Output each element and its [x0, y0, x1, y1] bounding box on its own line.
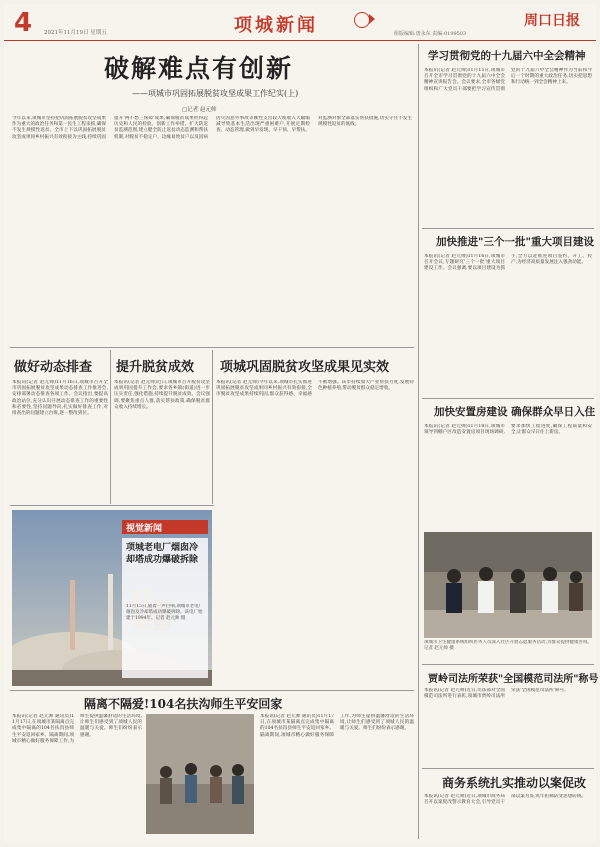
right-title-4: 贾岭司法所荣获"全国模范司法所"称号 [428, 674, 599, 685]
photo-news-caption: 11月15日,随着一声巨响,项城市老电厂烟囱及冷却塔成功爆破拆除。该电厂始建于1994年。记者 赵元帅 摄 [126, 604, 204, 621]
lead-byline: □记者 赵元帅 [182, 107, 217, 113]
section-divider [10, 505, 214, 506]
article-body-1: 本报讯(记者 赵元帅)11月16日,项城市召开全市巩固拓展脱贫攻坚成果动态排查工作推进会,安排部署动态排查各项工作。会议指出,要提高政治站位,充分认识开展动态排查工作的重要性和必要性,坚持问题导向,扎实做好排查工作,对排查出的问题建立台账,逐一整改到位。 [12, 380, 108, 417]
lead-subtitle: ——项城市巩固拓展脱贫攻坚成果工作纪实(上) [132, 89, 299, 98]
article-title-3: 项城巩固脱贫攻坚成果见实效 [220, 360, 390, 375]
right-title-3: 加快安置房建设 确保群众早日入住 [434, 406, 596, 418]
column-divider [212, 350, 213, 504]
article-body-3: 本报讯(记者 赵元帅)今年以来,项城市扎实推进巩固拓展脱贫攻坚成果同乡村振兴有效衔接,全市脱贫攻坚成果持续巩固,群众获得感、幸福感不断增强。该市持续加大产业帮扶力度,发展特色种植养殖,带动脱贫群众稳定增收。 [216, 380, 414, 398]
right-body-4: 本报讯(记者 赵元帅)近日,司法部对全国模范司法所进行表彰,项城市贾岭司法所荣获'全国模范司法所'称号。 [424, 688, 569, 700]
section-divider [10, 690, 414, 691]
issue-date: 2021年11月19日 星期五 [44, 30, 107, 36]
photo-students [146, 714, 254, 834]
right-body-5: 本报讯(记者 赵元帅)近日,项城市商务局召开以案促改警示教育大会,引导党员干部以案为鉴,筑牢拒腐防变思想防线。 [424, 794, 586, 806]
right-title-1: 学习贯彻党的十九届六中全会精神 [428, 50, 586, 62]
article-title-4: 隔离不隔爱!104名扶沟师生平安回家 [84, 697, 283, 711]
newspaper-logo: 周口日报 [524, 13, 580, 29]
newspaper-page [4, 4, 599, 843]
right-body-2: 本报讯(记者 赵元帅)11月16日,项城市召开会议,专题研究'三个一批'重大项目建设工作。会议强调,要以项目建设为抓手,全力以赴推进项目签约、开工、投产,为经济高质量发展注入强劲动能。 [424, 254, 592, 272]
page-number: 4 [14, 8, 33, 38]
article-body-4: 本报讯(记者 赵元帅 通讯员)11月17日,在项城市某隔离点完成集中隔离的104名扶沟县师生平安返回家乡。隔离期间,项城市精心做好服务保障工作,为师生提供温馨舒适的生活环境,让师生们感受到了项城人民的温暖与关爱。师生们纷纷表示感谢。 [12, 714, 142, 744]
section-divider [422, 664, 594, 665]
section-divider [10, 347, 414, 348]
right-body-1: 本报讯(记者 赵元帅)11月15日,项城市召开全市学习贯彻党的十九届六中全会精神宣讲报告会。会议要求,全市各级党组织和广大党员干部要把学习宣传贯彻党的十九届六中全会精神作为当前和今后一个时期的重大政治任务,切实把思想和行动统一到全会精神上来。 [424, 68, 592, 92]
photo-volunteers [424, 532, 592, 638]
section-divider [422, 398, 594, 399]
page-header [4, 4, 596, 41]
article-body-4-cont: 本报讯(记者 赵元帅 通讯员)11月17日,在项城市某隔离点完成集中隔离的104名扶沟县师生平安返回家乡。隔离期间,项城市精心做好服务保障工作,为师生提供温馨舒适的生活环境,让师生们感受到了项城人民的温暖与关爱。师生们纷纷表示感谢。 [260, 714, 414, 738]
column-divider [418, 44, 419, 839]
right-body-3: 本报讯(记者 赵元帅)11月18日,项城市领导到棚户区改造安置房项目现场调研,要求加快工程进度,确保工程质量和安全,让群众早日住上新房。 [424, 424, 592, 436]
arrow-icon [369, 14, 375, 24]
article-body-2: 本报讯(记者 赵元帅)近日,项城市召开脱贫攻坚成果巩固提升工作会,要求各乡镇(街道)进一步压实责任,强化措施,持续提升脱贫成效。会议强调,要聚焦重点人群,落实帮扶政策,确保脱贫群众收入持续增长。 [114, 380, 210, 410]
volunteers-photo-image [424, 532, 592, 638]
article-title-1: 做好动态排查 [14, 360, 93, 375]
students-photo-image [146, 714, 254, 834]
lead-title: 破解难点有创新 [104, 54, 294, 83]
photo-news-label: 视觉新闻 [126, 524, 163, 534]
photo-news-headline: 项城老电厂烟囱冷却塔成功爆破拆除 [126, 543, 199, 565]
right-title-5: 商务系统扎实推动以案促改 [442, 776, 587, 790]
seal-icon [354, 12, 370, 28]
section-divider [422, 228, 594, 229]
right-title-2: 加快推进"三个一批"重大项目建设 [436, 236, 594, 248]
article-title-2: 提升脱贫成效 [116, 360, 195, 375]
photo-volunteers-caption: 项城市卫生健康系统组织医务人员深入社区开展志愿服务活动,为群众提供健康咨询。记者 赵元帅 摄 [424, 640, 592, 651]
section-title: 项城新闻 [234, 15, 318, 36]
lead-body: 今年以来,项城市坚持把巩固拓展脱贫攻坚成果作为重大的政治任务和第一民生工程来抓,确保不发生规模性返贫。全市上下以巩固拓展脱贫攻坚成果同乡村振兴有效衔接为主线,持续巩固提升'两不愁三保障'成果,确保脱贫成果经得起历史和人民的检验。创新工作举措。扩大防返贫监测范围,建立健全防止返贫动态监测和帮扶机制,对脱贫不稳定户、边缘易致贫户以及因病因灾因意外事故等刚性支出较大或收入大幅缩减导致基本生活出现严重困难户,开展定期检查、动态管理,做到早发现、早干预、早帮扶。对监测对象全部落实帮扶措施,切实守住不发生规模性返贫的底线。 [12, 116, 412, 140]
editor-info: 组版编辑:唐永东 责编:0199503 [394, 31, 467, 37]
section-divider [422, 768, 594, 769]
column-divider [110, 350, 111, 504]
